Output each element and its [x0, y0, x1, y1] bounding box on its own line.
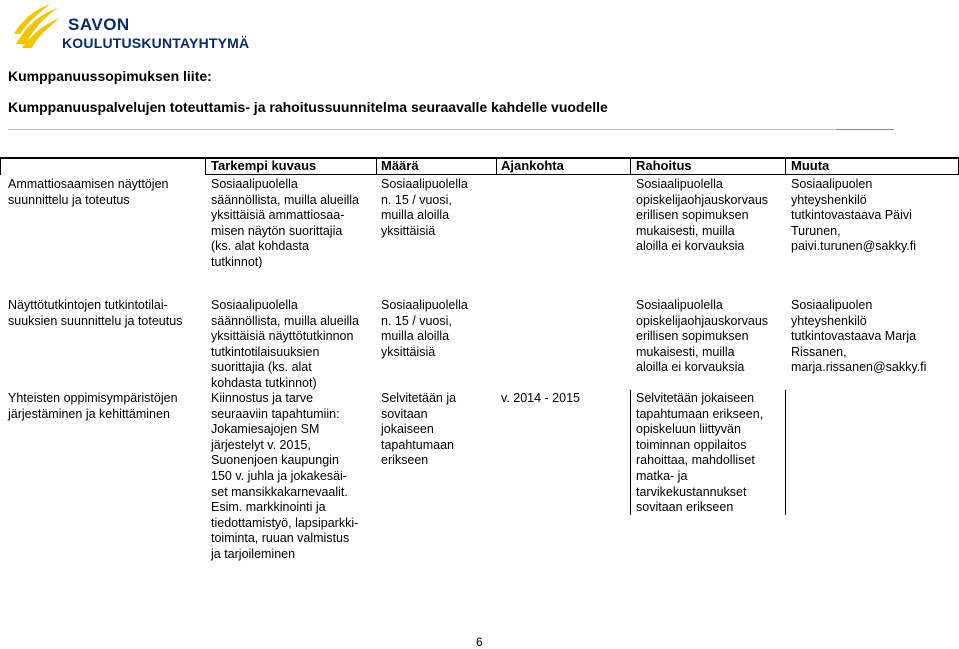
row-funding: Sosiaalipuolella opiskelijaohjauskorvaus erillisen sopimuksen mukaisesti, muilla aloilla ei korvauksia: [636, 177, 769, 254]
table-column-divider: [205, 157, 206, 175]
row-timing: v. 2014 - 2015: [501, 391, 580, 405]
table-column-divider: [630, 157, 631, 175]
table-border-left: [0, 157, 1, 175]
row-amount: Sosiaalipuolella n. 15 / vuosi, muilla aloilla yksittäisiä: [381, 298, 468, 359]
row-funding: Sosiaalipuolella opiskelijaohjauskorvaus erillisen sopimuksen mukaisesti, muilla aloilla ei korvauksia: [636, 298, 769, 375]
separator-line: [8, 129, 894, 130]
row-other: Sosiaalipuolen yhteyshenkilö tutkintovastaava Marja Rissanen, marja.rissanen@sakky.fi: [791, 298, 927, 375]
row-description: Kiinnostus ja tarve seuraaviin tapahtumiin: Jokamiesajojen SM järjestelyt v. 2015, Suonenjoen kaupungin 150 v. juhla ja jokakesäi- set mansikkakarnevaalit. Esim. markkinointi ja tiedottamistyö, lapsiparkki- toiminta, ruuan valmistus ja tarjoileminen: [211, 391, 359, 561]
table-header-border: [205, 174, 959, 175]
row-amount: Selvitetään ja sovitaan jokaiseen tapahtumaan erikseen: [381, 391, 457, 468]
table-column-divider: [785, 390, 786, 515]
row-amount: Sosiaalipuolella n. 15 / vuosi, muilla aloilla yksittäisiä: [381, 177, 468, 238]
row-topic: Näyttötutkintojen tutkintotilai- suuksien suunnittelu ja toteutus: [8, 298, 183, 328]
row-description: Sosiaalipuolella säännöllista, muilla alueilla yksittäisiä näyttötutkinnon tutkintotilaisuuksien suorittajia (ks. alat kohdasta tutkinnot): [211, 298, 359, 390]
row-other: Sosiaalipuolen yhteyshenkilö tutkintovastaava Päivi Turunen, paivi.turunen@sakky.fi: [791, 177, 917, 254]
logo-text-savon: SAVON: [68, 15, 130, 34]
table-column-divider: [785, 157, 786, 175]
column-header-amount: Määrä: [381, 158, 419, 173]
column-header-other: Muuta: [791, 158, 830, 173]
table-column-divider: [376, 157, 377, 175]
page-number: 6: [476, 635, 483, 649]
table-column-divider: [630, 390, 631, 515]
organization-logo: [12, 4, 250, 56]
row-description: Sosiaalipuolella säännöllista, muilla alueilla yksittäisiä ammattiosaa- misen näytön suorittajia (ks. alat kohdasta tutkinnot): [211, 177, 359, 269]
column-header-description: Tarkempi kuvaus: [211, 158, 317, 173]
row-topic: Ammattiosaamisen näyttöjen suunnittelu ja toteutus: [8, 177, 169, 207]
row-funding: Selvitetään jokaiseen tapahtumaan erikseen, opiskeluun liittyvän toiminnan oppilaitos rahoittaa, mahdolliset matka- ja tarvikekustannukset sovitaan erikseen: [636, 391, 764, 515]
document-subheading: Kumppanuuspalvelujen toteuttamis- ja rahoitussuunnitelma seuraavalle kahdelle vuodelle: [8, 99, 608, 115]
document-heading: Kumppanuussopimuksen liite:: [8, 68, 212, 84]
column-header-timing: Ajankohta: [501, 158, 564, 173]
separator-line-accent: [836, 129, 894, 130]
column-header-funding: Rahoitus: [636, 158, 692, 173]
row-topic: Yhteisten oppimisympäristöjen järjestäminen ja kehittäminen: [8, 391, 178, 421]
table-column-divider: [496, 157, 497, 175]
logo-text-koulutuskuntayhtyma: KOULUTUSKUNTAYHTYMÄ: [62, 35, 250, 51]
swoosh-logo-icon: [12, 4, 62, 52]
